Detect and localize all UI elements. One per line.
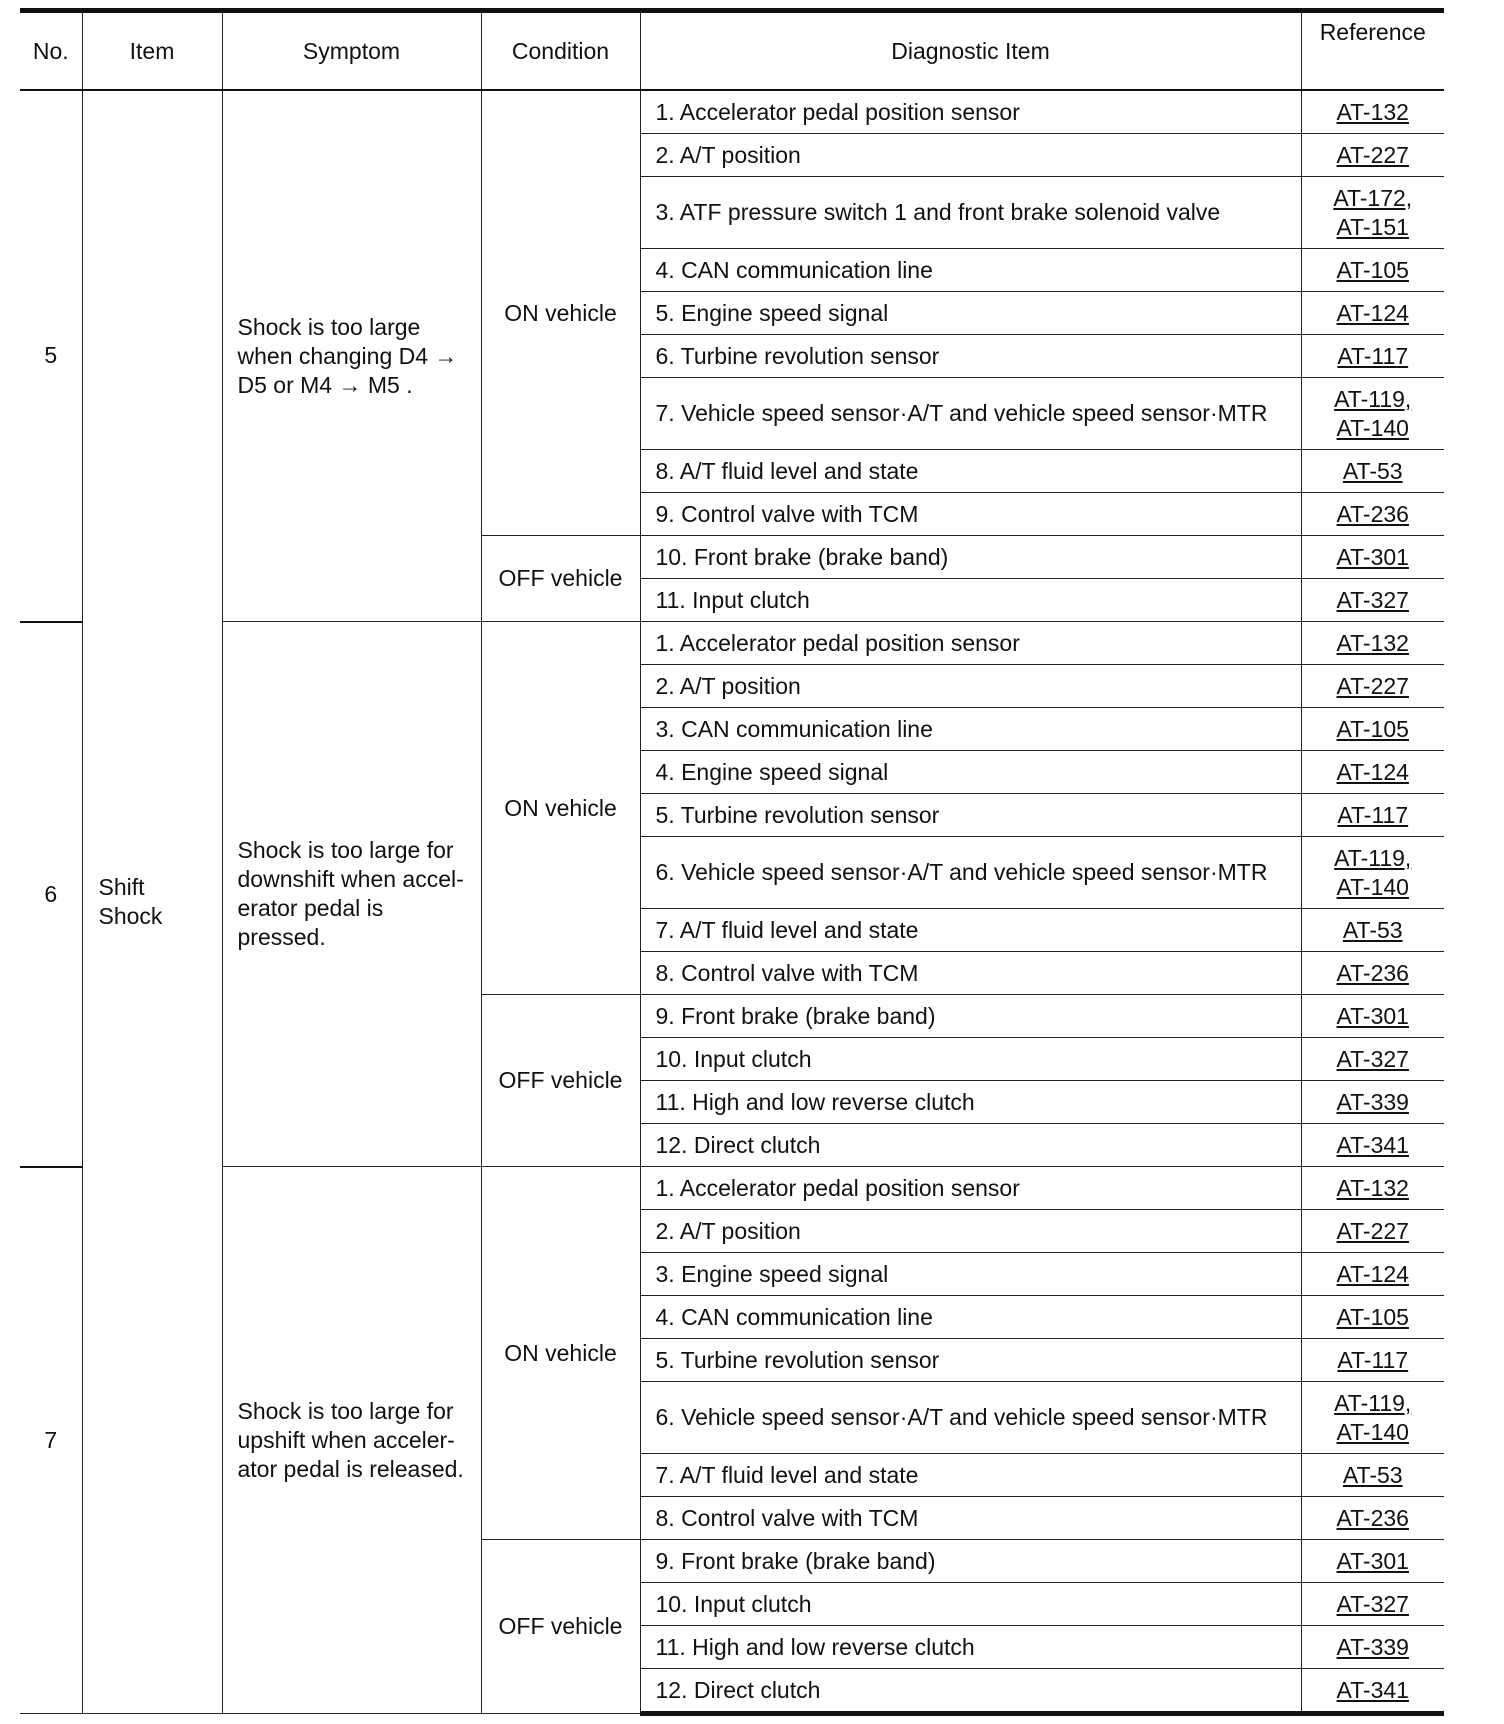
reference-link[interactable]: AT-105: [1336, 256, 1409, 283]
reference-link[interactable]: AT-132: [1336, 1174, 1409, 1201]
reference-cell: [1301, 1454, 1444, 1497]
reference-link[interactable]: AT-119,: [1334, 1389, 1412, 1416]
diagnostic-item-cell: 10. Input clutch: [640, 1038, 1301, 1081]
table-row: [20, 622, 1444, 665]
diagnostic-item-cell: 12. Direct clutch: [640, 1669, 1301, 1714]
condition-cell: OFF vehicle: [481, 995, 640, 1167]
reference-cell: [1301, 794, 1444, 837]
condition-cell: OFF vehicle: [481, 536, 640, 622]
header-symptom: Symptom: [222, 11, 481, 91]
reference-link[interactable]: AT-236: [1336, 1504, 1409, 1531]
row-number: 7: [20, 1167, 82, 1714]
reference-link[interactable]: AT-105: [1336, 715, 1409, 742]
condition-cell: ON vehicle: [481, 90, 640, 536]
diagnostic-item-cell: 5. Turbine revolution sensor: [640, 794, 1301, 837]
symptom-text-line: downshift when accel-: [237, 866, 464, 892]
reference-cell: [1301, 1540, 1444, 1583]
diagnostic-item-cell: 7. A/T fluid level and state: [640, 909, 1301, 952]
reference-cell: [1301, 751, 1444, 794]
diagnostic-item-cell: 3. Engine speed signal: [640, 1253, 1301, 1296]
reference-link[interactable]: AT-301: [1336, 1002, 1409, 1029]
reference-link[interactable]: AT-117: [1337, 801, 1409, 828]
symptom-text-line: pressed.: [237, 924, 326, 950]
diagnostic-item-cell: 10. Front brake (brake band): [640, 536, 1301, 579]
diagnostic-item-cell: 4. Engine speed signal: [640, 751, 1301, 794]
item-text-line: Shift: [98, 874, 145, 900]
symptom-text-line: when changing D4 →: [237, 342, 458, 369]
reference-cell: [1301, 952, 1444, 995]
shift-shock-diagnosis-table: [20, 8, 1444, 1716]
diagnostic-item-cell: 2. A/T position: [640, 665, 1301, 708]
reference-link[interactable]: AT-339: [1336, 1633, 1409, 1660]
item-cell: [82, 90, 222, 1714]
diagnostic-item-cell: 11. High and low reverse clutch: [640, 1081, 1301, 1124]
reference-cell: [1301, 1382, 1444, 1454]
table-body: [20, 90, 1444, 1714]
reference-cell: [1301, 450, 1444, 493]
diagnostic-item-cell: 7. A/T fluid level and state: [640, 1454, 1301, 1497]
reference-link[interactable]: AT-53: [1342, 457, 1403, 484]
reference-cell: [1301, 1167, 1444, 1210]
diagnostic-item-cell: 8. Control valve with TCM: [640, 952, 1301, 995]
diagnostic-item-cell: 11. Input clutch: [640, 579, 1301, 622]
reference-link[interactable]: AT-236: [1336, 500, 1409, 527]
reference-cell: [1301, 536, 1444, 579]
reference-link[interactable]: AT-117: [1337, 342, 1409, 369]
row-number: 6: [20, 622, 82, 1167]
table-row: [20, 1167, 1444, 1210]
reference-cell: [1301, 249, 1444, 292]
diagnostic-item-cell: 10. Input clutch: [640, 1583, 1301, 1626]
symptom-cell: [222, 90, 481, 622]
diagnostic-item-cell: 6. Vehicle speed sensor·A/T and vehicle speed sensor·MTR: [640, 1382, 1301, 1454]
reference-cell: [1301, 292, 1444, 335]
reference-cell: [1301, 1253, 1444, 1296]
reference-cell: [1301, 909, 1444, 952]
reference-link[interactable]: AT-341: [1336, 1676, 1409, 1703]
reference-link[interactable]: AT-339: [1336, 1088, 1409, 1115]
reference-cell: [1301, 1626, 1444, 1669]
reference-link[interactable]: AT-236: [1336, 959, 1409, 986]
reference-link[interactable]: AT-227: [1336, 1217, 1409, 1244]
diagnostic-item-cell: 8. Control valve with TCM: [640, 1497, 1301, 1540]
reference-link[interactable]: AT-140: [1336, 1418, 1409, 1445]
header-diagnostic-item: Diagnostic Item: [640, 11, 1301, 91]
diagnostic-item-cell: 11. High and low reverse clutch: [640, 1626, 1301, 1669]
reference-cell: [1301, 1124, 1444, 1167]
diagnostic-item-cell: 1. Accelerator pedal position sensor: [640, 622, 1301, 665]
reference-cell: [1301, 1210, 1444, 1253]
reference-link[interactable]: AT-124: [1336, 1260, 1409, 1287]
reference-link[interactable]: AT-53: [1342, 1461, 1403, 1488]
reference-link[interactable]: AT-227: [1336, 672, 1409, 699]
reference-link[interactable]: AT-151: [1336, 213, 1409, 240]
diagnostic-item-cell: 9. Control valve with TCM: [640, 493, 1301, 536]
reference-cell: [1301, 90, 1444, 134]
symptom-text-line: upshift when acceler-: [237, 1426, 455, 1453]
reference-link[interactable]: AT-140: [1336, 873, 1409, 900]
reference-link[interactable]: AT-301: [1336, 1547, 1409, 1574]
reference-cell: [1301, 177, 1444, 249]
diagnosis-table-container: [20, 8, 1444, 1716]
symptom-cell: [222, 622, 481, 1167]
diagnostic-item-cell: 4. CAN communication line: [640, 249, 1301, 292]
table-header: [20, 11, 1444, 91]
reference-link[interactable]: AT-124: [1336, 758, 1409, 785]
reference-link[interactable]: AT-117: [1337, 1346, 1409, 1373]
reference-cell: [1301, 1583, 1444, 1626]
reference-cell: [1301, 1339, 1444, 1382]
diagnostic-item-cell: 8. A/T fluid level and state: [640, 450, 1301, 493]
condition-cell: ON vehicle: [481, 622, 640, 995]
reference-cell: [1301, 1296, 1444, 1339]
symptom-text-line: erator pedal is: [237, 895, 384, 921]
symptom-text-line: Shock is too large: [237, 313, 421, 340]
header-item: Item: [82, 11, 222, 91]
header-reference: Reference: [1301, 11, 1444, 91]
reference-link[interactable]: AT-119,: [1334, 385, 1412, 412]
reference-cell: [1301, 1038, 1444, 1081]
reference-link[interactable]: AT-132: [1336, 98, 1409, 125]
reference-link[interactable]: AT-105: [1336, 1303, 1409, 1330]
reference-link[interactable]: AT-53: [1342, 916, 1403, 943]
diagnostic-item-cell: 7. Vehicle speed sensor·A/T and vehicle speed sensor·MTR: [640, 378, 1301, 450]
diagnostic-item-cell: 4. CAN communication line: [640, 1296, 1301, 1339]
reference-cell: [1301, 335, 1444, 378]
item-text-line: Shock: [98, 903, 163, 929]
reference-link[interactable]: AT-327: [1336, 1045, 1409, 1072]
reference-link[interactable]: AT-327: [1336, 586, 1409, 613]
diagnostic-item-cell: 9. Front brake (brake band): [640, 995, 1301, 1038]
reference-cell: [1301, 708, 1444, 751]
symptom-text-line: D5 or M4 → M5 .: [237, 371, 413, 398]
reference-link[interactable]: AT-227: [1336, 141, 1409, 168]
reference-link[interactable]: AT-132: [1336, 629, 1409, 656]
condition-cell: OFF vehicle: [481, 1540, 640, 1714]
diagnostic-item-cell: 6. Turbine revolution sensor: [640, 335, 1301, 378]
diagnostic-item-cell: 12. Direct clutch: [640, 1124, 1301, 1167]
condition-cell: ON vehicle: [481, 1167, 640, 1540]
diagnostic-item-cell: 9. Front brake (brake band): [640, 1540, 1301, 1583]
reference-link[interactable]: AT-140: [1336, 414, 1409, 441]
reference-link[interactable]: AT-172,: [1333, 184, 1413, 211]
header-row: [20, 11, 1444, 91]
diagnostic-item-cell: 2. A/T position: [640, 1210, 1301, 1253]
diagnostic-item-cell: 3. CAN communication line: [640, 708, 1301, 751]
reference-cell: [1301, 579, 1444, 622]
symptom-text-line: Shock is too large for: [237, 1397, 454, 1424]
header-condition: Condition: [481, 11, 640, 91]
diagnostic-item-cell: 2. A/T position: [640, 134, 1301, 177]
reference-cell: [1301, 837, 1444, 909]
reference-cell: [1301, 134, 1444, 177]
symptom-text-line: Shock is too large for: [237, 837, 454, 863]
reference-cell: [1301, 1497, 1444, 1540]
reference-link[interactable]: AT-119,: [1334, 844, 1412, 871]
diagnostic-item-cell: 3. ATF pressure switch 1 and front brake solenoid valve: [640, 177, 1301, 249]
reference-cell: [1301, 378, 1444, 450]
reference-cell: [1301, 622, 1444, 665]
diagnostic-item-cell: 5. Turbine revolution sensor: [640, 1339, 1301, 1382]
diagnostic-item-cell: 6. Vehicle speed sensor·A/T and vehicle speed sensor·MTR: [640, 837, 1301, 909]
reference-cell: [1301, 1669, 1444, 1714]
reference-cell: [1301, 1081, 1444, 1124]
reference-link[interactable]: AT-327: [1336, 1590, 1409, 1617]
diagnostic-item-cell: 5. Engine speed signal: [640, 292, 1301, 335]
diagnostic-item-cell: 1. Accelerator pedal position sensor: [640, 90, 1301, 134]
reference-cell: [1301, 493, 1444, 536]
reference-link[interactable]: AT-124: [1336, 299, 1409, 326]
row-number: 5: [20, 90, 82, 622]
symptom-cell: [222, 1167, 481, 1714]
header-no: No.: [20, 11, 82, 91]
reference-cell: [1301, 665, 1444, 708]
reference-link[interactable]: AT-341: [1336, 1131, 1409, 1158]
reference-link[interactable]: AT-301: [1336, 543, 1409, 570]
reference-cell: [1301, 995, 1444, 1038]
table-row: [20, 90, 1444, 134]
diagnostic-item-cell: 1. Accelerator pedal position sensor: [640, 1167, 1301, 1210]
symptom-text-line: ator pedal is released.: [237, 1455, 464, 1482]
